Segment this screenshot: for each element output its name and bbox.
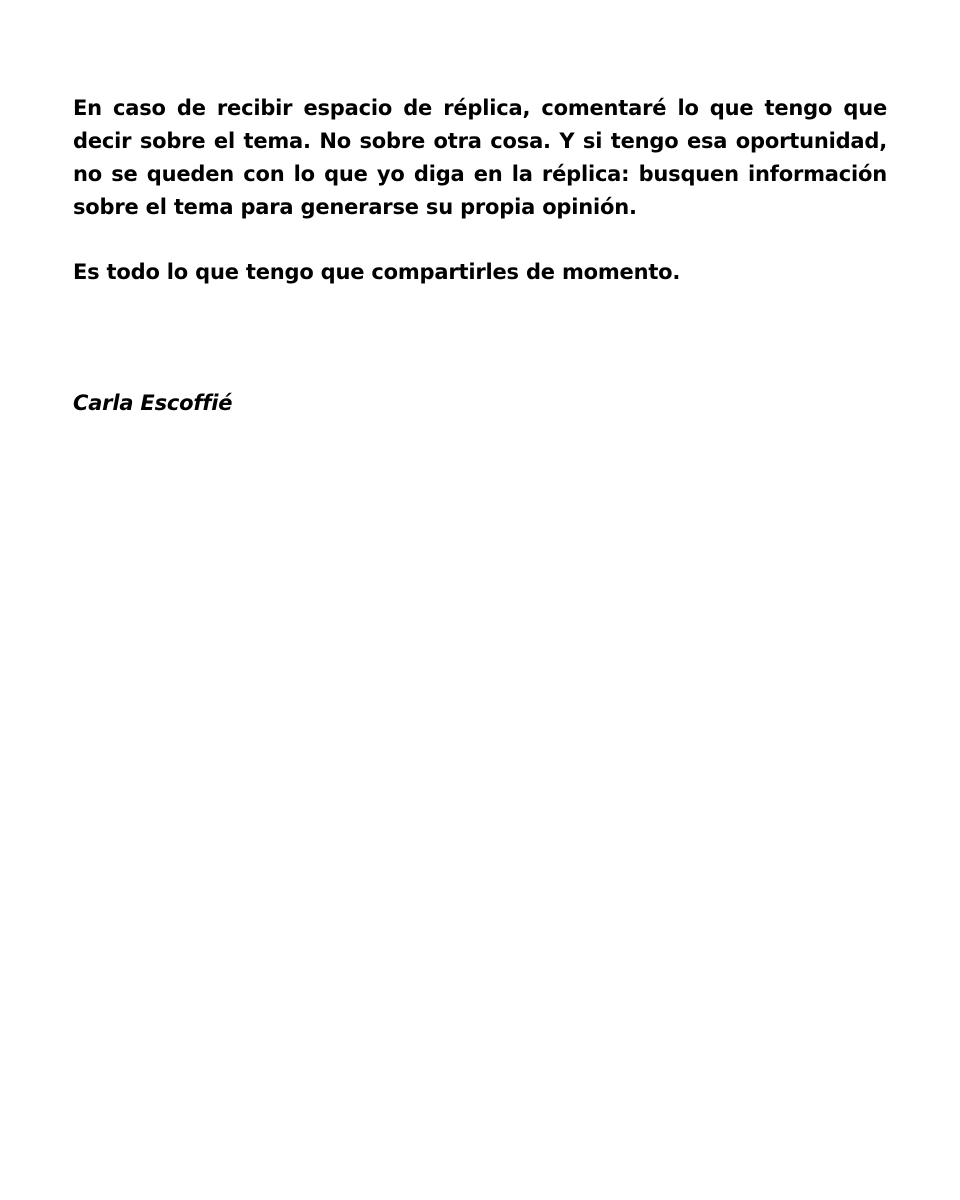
body-paragraph-reply: En caso de recibir espacio de réplica, comentaré lo que tengo que decir sobre el tema. No sobre otra cosa. Y si tengo esa oportunidad, no se queden con lo que yo diga en la réplica: busquen información sobre el tema para generarse su propia opinión. [73,96,887,219]
document-page [73,92,887,420]
author-signature: Carla Escoffié [73,391,233,415]
body-paragraph-closing: Es todo lo que tengo que compartirles de momento. [73,260,681,284]
